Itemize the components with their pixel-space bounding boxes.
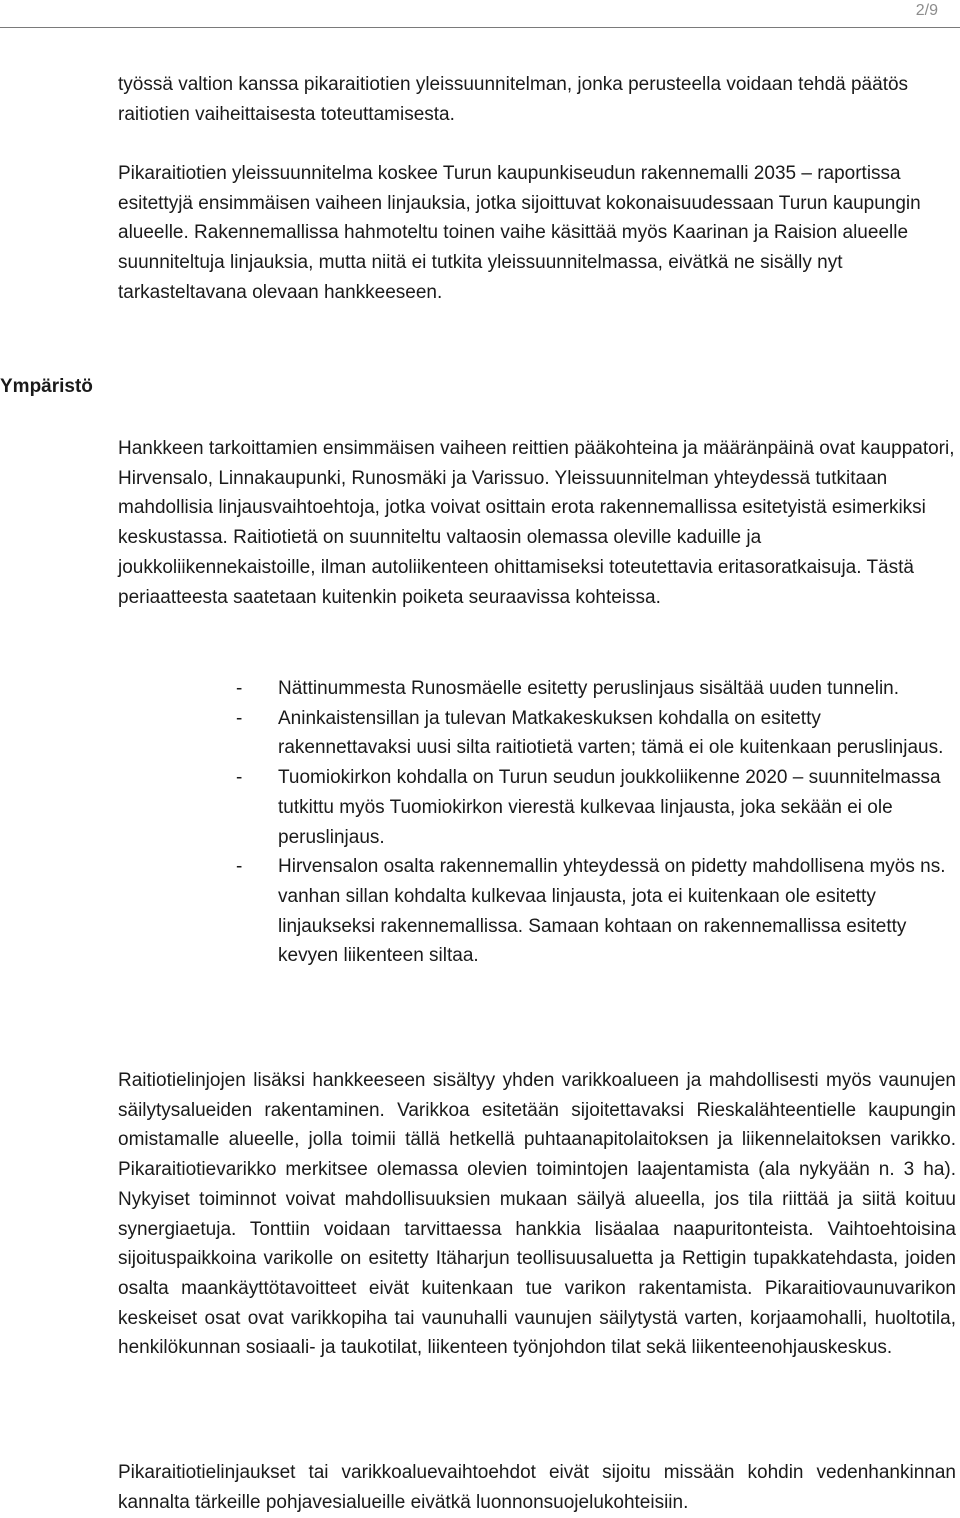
section-heading: Ympäristö — [0, 376, 93, 397]
intro-paragraph-2: Pikaraitiotien yleissuunnitelma koskee Turun kaupunkiseudun rakennemalli 2035 – raportissa esitettyjä ensimmäisen vaiheen linjauksia, jotka sijoittuvat kokonaisuudessaan Turun kaupungin alueelle. Rakennemallissa hahmoteltu toinen vaihe käsittää myös Kaarinan ja Raision alueelle suunniteltuja linjauksia, mutta niitä ei tutkita yleissuunnitelmassa, eivätkä ne sisälly nyt tarkasteltavana olevaan hankkeeseen. — [118, 163, 921, 303]
section-paragraph-2: Raitiotielinjojen lisäksi hankkeeseen sisältyy yhden varikkoalueen ja mahdollisesti myös vaunujen säilytysalueiden rakentaminen. Varikkoa esitetään sijoitettavaksi Rieskalähteentielle kaupungin omistamalle alueelle, jolla toimii tällä hetkellä puhtaanapitolaitoksen ja liikennelaitoksen varikko. Pikaraitiotievarikko merkitsee olemassa olevien toimintojen laajentamista (ala nykyään n. 3 ha). Nykyiset toiminnot voivat mahdollisuuksien mukaan säilyä alueella, jos tila riittää ja siitä koituu synergiaetuja. Tonttiin voidaan tarvittaessa hankkia lisäalaa naapuritonteista. Vaihtoehtoisina sijoituspaikkoina varikolle on esitetty Itäharjun teollisuusaluetta ja Rettigin tupakkatehdasta, joiden osalta maankäyttötavoitteet eivät kuitenkaan tue varikon rakentamista. Pikaraitiovaunuvarikon keskeiset osat ovat varikkopiha tai vaunuhalli vaunujen säilytystä varten, korjaamohalli, huoltotila, henkilökunnan sosiaali- ja taukotilat, liikenteen työnjohdon tilat sekä liikenteenohjauskeskus. — [118, 1070, 956, 1359]
header-rule — [0, 27, 960, 28]
page-number: 2/9 — [915, 2, 938, 19]
exception-list — [236, 674, 956, 971]
list-dash: - — [236, 707, 243, 729]
list-item — [236, 674, 956, 704]
list-item-text: Hirvensalon osalta rakennemallin yhteydessä on pidetty mahdollisena myös ns. vanhan sillan kohdalta kulkevaa linjausta, jota ei kuitenkaan ole esitetty linjaukseksi rakennemallissa. Samaan kohtaan on rakennemallissa esitetty kevyen liikenteen siltaa. — [278, 856, 946, 967]
list-dash: - — [236, 856, 243, 878]
list-dash: - — [236, 678, 243, 699]
section-paragraph-3: Pikaraitiotielinjaukset tai varikkoaluevaihtoehdot eivät sijoitu missään kohdin vedenhankinnan kannalta tärkeille pohjavesialueille eivätkä luonnonsuojelukohteisiin. — [118, 1462, 956, 1513]
intro-paragraph-1: työssä valtion kanssa pikaraitiotien yleissuunnitelman, jonka perusteella voidaan tehdä päätös raitiotien vaiheittaisesta toteuttamisesta. — [118, 74, 909, 125]
section-paragraph-1: Hankkeen tarkoittamien ensimmäisen vaiheen reittien pääkohteina ja määränpäinä ovat kauppatori, Hirvensalo, Linnakaupunki, Runosmäki ja Varissuo. Yleissuunnitelman yhteydessä tutkitaan mahdollisia linjausvaihtoehtoja, jotka voivat osittain erota rakennemallissa esitetyistä esimerkiksi keskustassa. Raitiotietä on suunniteltu valtaosin olemassa oleville kaduille ja joukkoliikennekaistoille, ilman autoliikenteen ohittamiseksi toteutettavia eritasoratkaisuja. Tästä periaatteesta saatetaan kuitenkin poiketa seuraavissa kohteissa. — [118, 438, 955, 608]
list-item — [236, 852, 956, 971]
list-item — [236, 763, 956, 852]
list-dash: - — [236, 767, 243, 789]
list-item-text: Aninkaistensillan ja tulevan Matkakeskuksen kohdalla on esitetty rakennettavaksi uusi silta raitiotietä varten; tämä ei ole kuitenkaan peruslinjaus. — [278, 707, 944, 759]
list-item — [236, 704, 956, 763]
list-item-text: Nättinummesta Runosmäelle esitetty peruslinjaus sisältää uuden tunnelin. — [278, 678, 900, 699]
list-item-text: Tuomiokirkon kohdalla on Turun seudun joukkoliikenne 2020 – suunnitelmassa tutkittu myös Tuomiokirkon vierestä kulkevaa linjausta, joka sekään ei ole peruslinjaus. — [278, 767, 941, 848]
